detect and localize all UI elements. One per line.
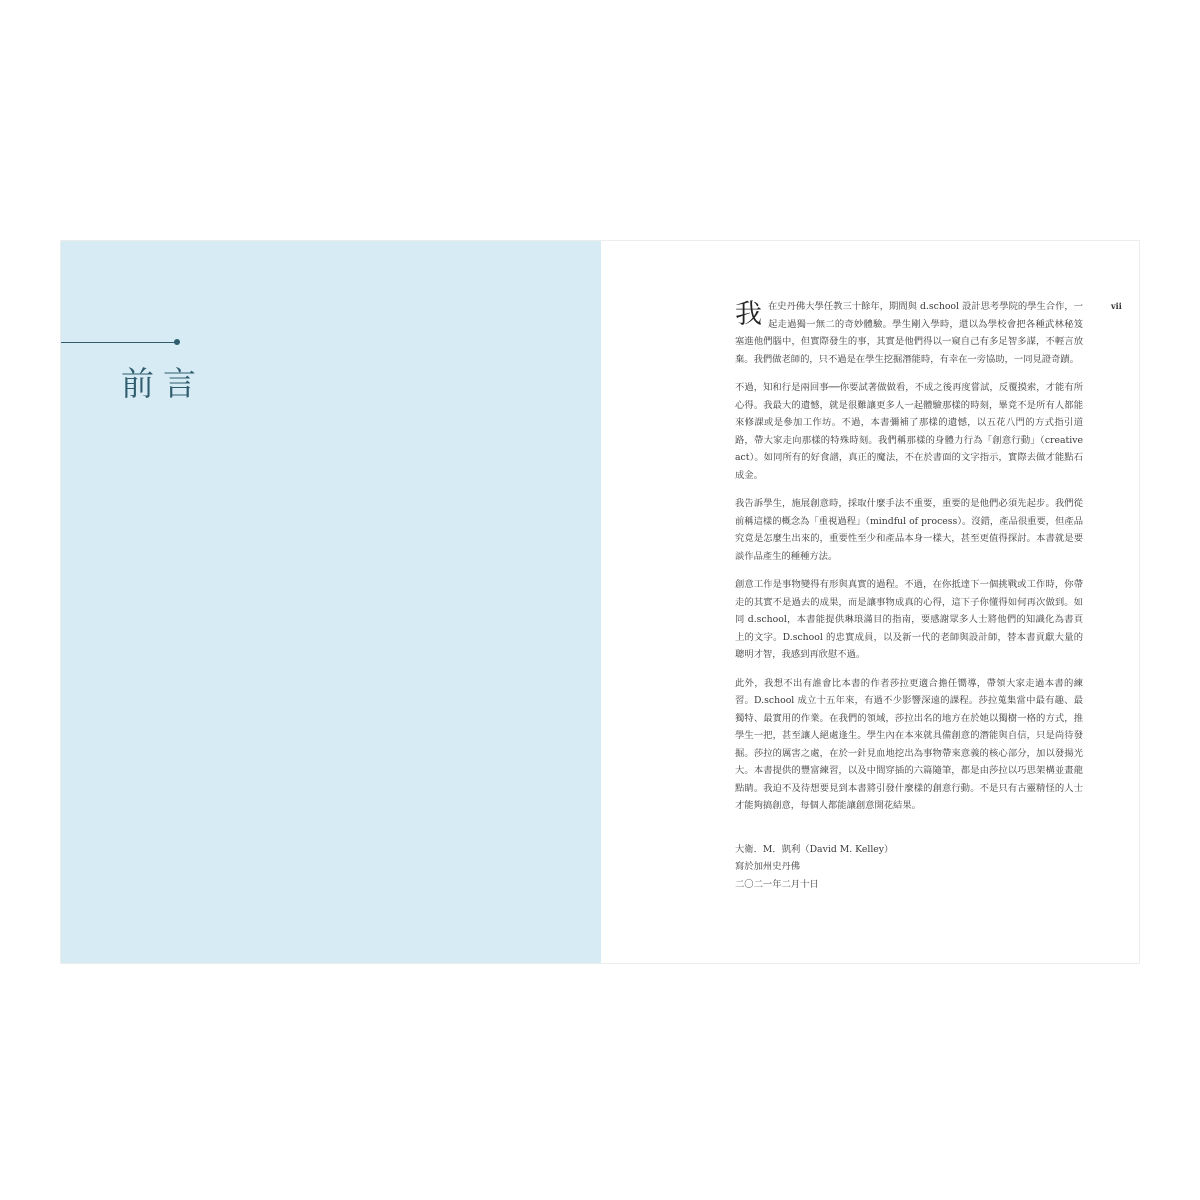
author-date: 二〇二一年二月十日 [735, 878, 819, 890]
body-text [735, 298, 1083, 893]
paragraph-3: 我告訴學生，施展創意時，採取什麼手法不重要，重要的是他們必須先起步。我們從前稱這樣的概念為「重視過程」（mindful of process）。沒錯，產品很重要，但產品究竟是怎麼生出來的，重要性至少和產品本身一樣大，甚至更值得探討。本書就是要談作品產生的種種方法。 [735, 498, 1083, 562]
right-page [601, 241, 1140, 963]
paragraph-1 [735, 298, 1083, 368]
author-name: 大衛．M．凱利（David M. Kelley） [735, 843, 894, 855]
left-page [61, 241, 601, 963]
drop-cap: 我 [735, 299, 762, 330]
book-spread [60, 240, 1140, 964]
paragraph-1-text: 在史丹佛大學任教三十餘年，期間與 d.school 設計思考學院的學生合作，一起走過獨一無二的奇妙體驗。學生剛入學時，還以為學校會把各種武林秘笈塞進他們腦中，但實際發生的事，其實是他們得以一窺自己有多足智多謀，不輕言放棄。我們做老師的，只不過是在學生挖掘潛能時，有幸在一旁協助，一同見證奇蹟。 [735, 301, 1083, 365]
author-place: 寫於加州史丹佛 [735, 861, 801, 872]
page-number: vii [1111, 301, 1122, 311]
signature-block [735, 841, 1083, 894]
paragraph-4: 創意工作是事物變得有形與真實的過程。不過，在你抵達下一個挑戰或工作時，你帶走的其實不是過去的成果，而是讓事物成真的心得，這下子你懂得如何再次做到。如同 d.school，本書能提供琳琅滿目的指南，要感謝眾多人士將他們的知識化為書頁上的文字。D.school 的忠實成員，以及新一代的老師與設計師，替本書貢獻大量的聰明才智，我感到再欣慰不過。 [735, 579, 1083, 660]
decorative-rule [61, 342, 177, 343]
paragraph-2: 不過，知和行是兩回事──你要試著做做看，不成之後再度嘗試，反覆摸索，才能有所心得。我最大的遺憾，就是很難讓更多人一起體驗那樣的時刻，畢竟不是所有人都能來修課或是參加工作坊。不過，本書彌補了那樣的遺憾，以五花八門的方式指引道路，帶大家走向那樣的特殊時刻。我們稱那樣的身體力行為「創意行動」（creative act）。如同所有的好食譜，真正的魔法，不在於書面的文字指示，實際去做才能點石成金。 [735, 382, 1083, 481]
paragraph-5: 此外，我想不出有誰會比本書的作者莎拉更適合擔任嚮導，帶領大家走過本書的練習。D.school 成立十五年來，有過不少影響深遠的課程。莎拉蒐集當中最有趣、最獨特、最實用的作業。在我們的領域，莎拉出名的地方在於她以獨樹一格的方式，推學生一把，甚至讓人絕處逢生。學生內在本來就具備創意的潛能與自信，只是尚待發掘。莎拉的厲害之處，在於一針見血地挖出為事物帶來意義的核心部分，加以發揚光大。本書提供的豐富練習，以及中間穿插的六篇隨筆，都是由莎拉以巧思架構並畫龍點睛。我迫不及待想要見到本書將引發什麼樣的創意行動。不是只有古靈精怪的人士才能夠搞創意，每個人都能讓創意開花結果。 [735, 677, 1083, 811]
page-title: 前言 [121, 364, 205, 403]
rule-end-dot [174, 339, 180, 345]
